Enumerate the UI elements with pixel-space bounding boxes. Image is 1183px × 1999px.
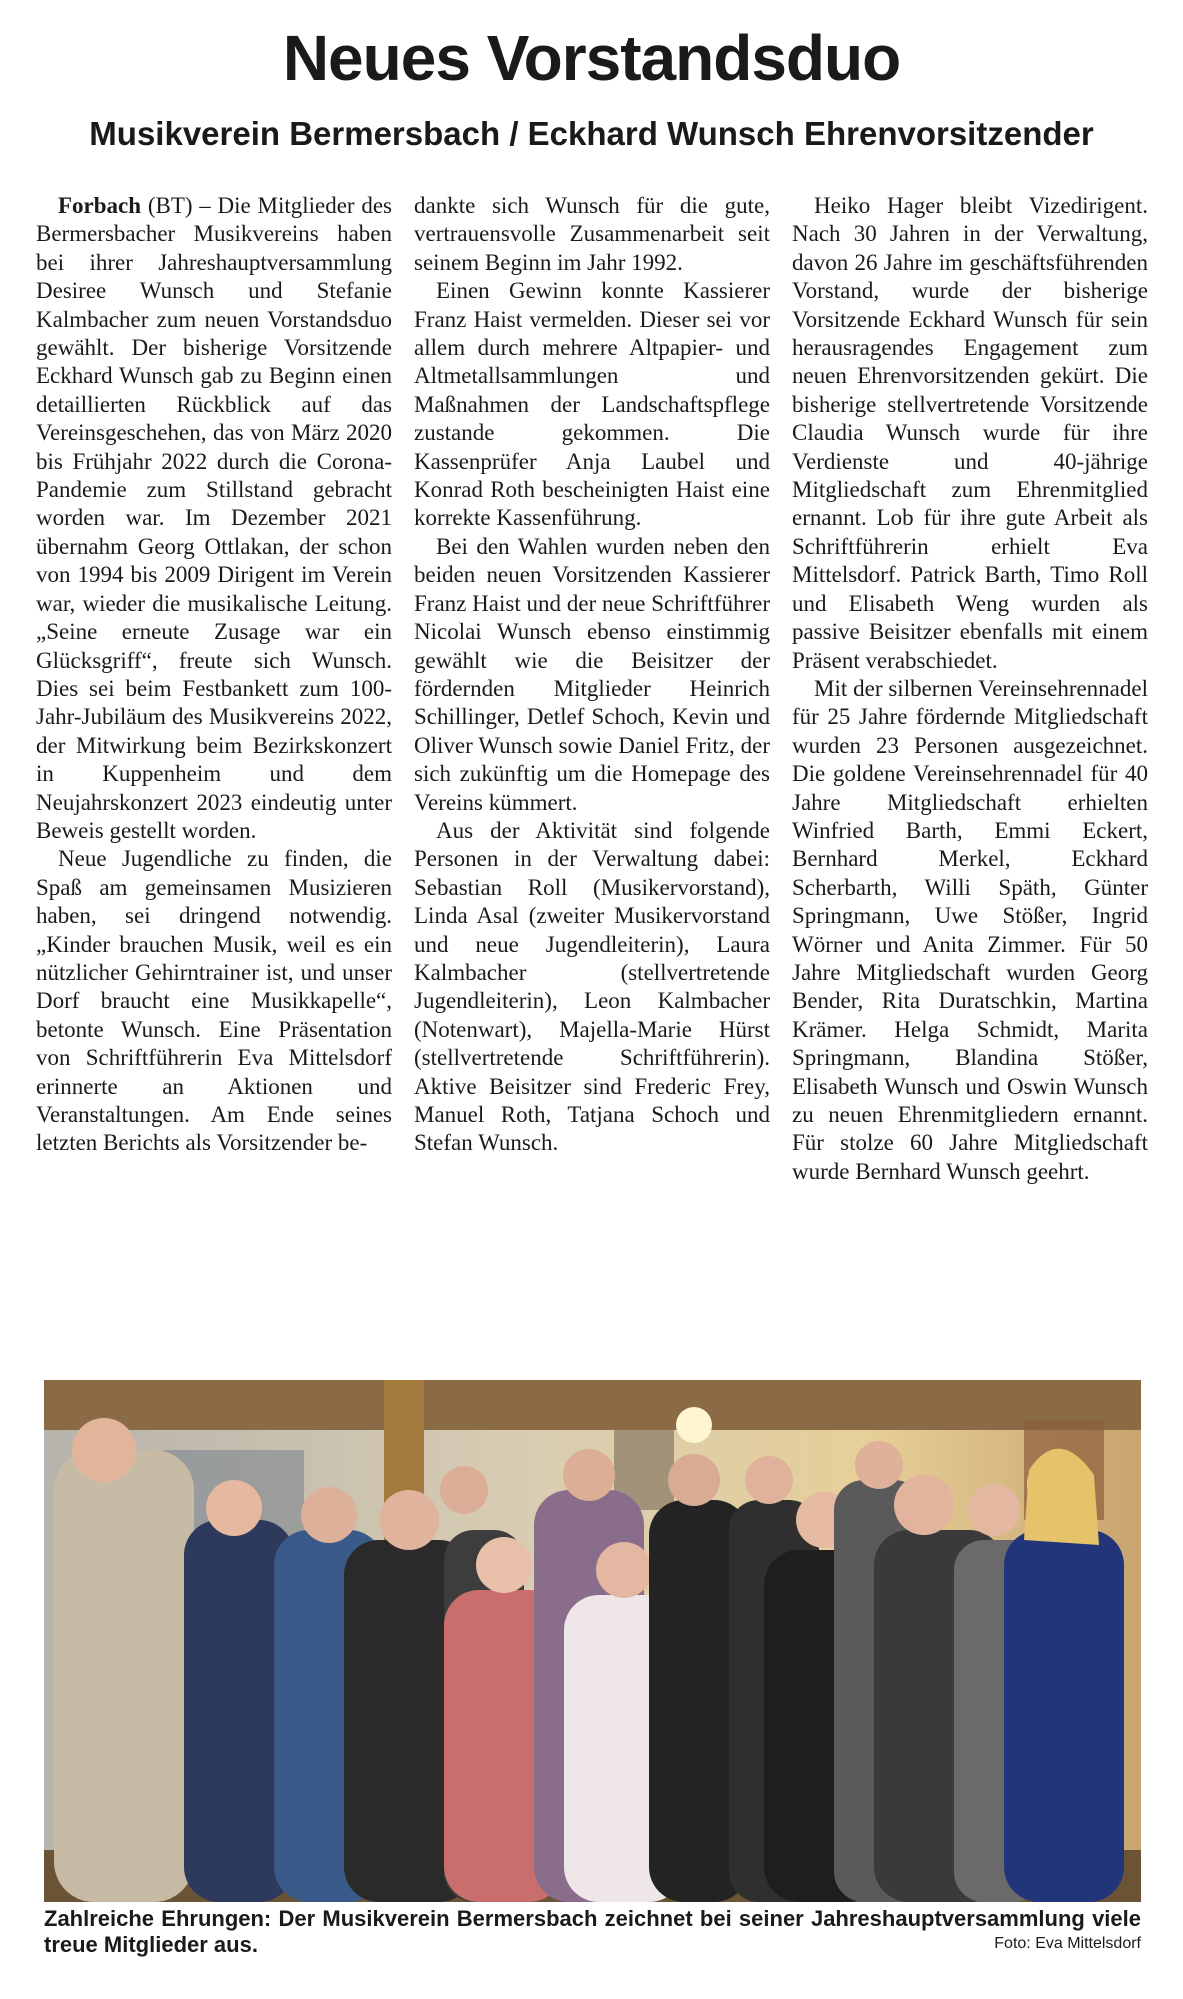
paragraph: Heiko Hager bleibt Vizedirigent. Nach 30 Jahren in der Verwaltung, davon 26 Jahre im geschäftsführenden Vorstand, wurde der bisherige Vorsitzende Eckhard Wunsch für sein herausragendes Engagement zum neuen Ehrenvorsitzenden gekürt. Die bisherige stellvertretende Vorsitzende Claudia Wunsch wurde für ihre Verdienste und 40-jährige Mitgliedschaft zum Ehrenmitglied ernannt. Lob für ihre gute Arbeit als Schriftführerin erhielt Eva Mittelsdorf. Patrick Barth, Timo Roll und Elisabeth Weng wurden als passive Beisitzer ebenfalls mit einem Präsent verabschiedet. [792, 193, 1148, 673]
paragraph [36, 192, 392, 845]
article-column-2 [414, 192, 770, 1354]
photo-credit: Foto: Eva Mittelsdorf [994, 1935, 1141, 1952]
paragraph: Neue Jugendliche zu finden, die Spaß am gemeinsamen Musizieren haben, sei dringend notwendig. „Kinder brauchen Musik, weil es ein nützlicher Gehirntrainer ist, und unser Dorf braucht eine Musikkapelle“, betonte Wunsch. Eine Präsentation von Schriftführerin Eva Mittelsdorf erinnerte an Aktionen und Veranstaltungen. Am Ende seines letzten Berichts als Vorsitzender be- [36, 846, 392, 1156]
paragraph: Einen Gewinn konnte Kassierer Franz Haist vermelden. Dieser sei vor allem durch mehrere Altpapier- und Altmetallsammlungen und Maßnahmen der Landschaftspflege zustande gekommen. Die Kassenprüfer Anja Laubel und Konrad Roth bescheinigten Haist eine korrekte Kassenführung. [414, 278, 770, 531]
article-body [36, 192, 1148, 1354]
paragraph: Bei den Wahlen wurden neben den beiden neuen Vorsitzenden Kassierer Franz Haist und der neue Schriftführer Nicolai Wunsch ebenso einstimmig gewählt wie die Beisitzer der fördernden Mitglieder Heinrich Schillinger, Detlef Schoch, Kevin und Oliver Wunsch sowie Daniel Fritz, der sich zukünftig um die Homepage des Vereins kümmert. [414, 533, 770, 815]
subheadline: Musikverein Bermersbach / Eckhard Wunsch Ehrenvorsitzender [89, 115, 1094, 152]
article-column-3 [792, 192, 1148, 1354]
paragraph: dankte sich Wunsch für die gute, vertrauensvolle Zusammenarbeit seit seinem Beginn im Jahr 1992. [414, 193, 770, 275]
paragraph: Mit der silbernen Vereinsehrennadel für 25 Jahre fördernde Mitgliedschaft wurden 23 Personen ausgezeichnet. Die goldene Vereinsehrennadel für 40 Jahre Mitgliedschaft erhielten Winfried Barth, Emmi Eckert, Bernhard Merkel, Eckhard Scherbarth, Willi Späth, Günter Springmann, Uwe Stößer, Ingrid Wörner und Anita Zimmer. Für 50 Jahre Mitgliedschaft wurden Georg Bender, Rita Duratschkin, Martina Krämer. Helga Schmidt, Marita Springmann, Blandina Stößer, Elisabeth Wunsch und Oswin Wunsch zu neuen Ehrenmitgliedern ernannt. Für stolze 60 Jahre Mitgliedschaft wurde Bernhard Wunsch geehrt. [792, 675, 1148, 1184]
paragraph: Aus der Aktivität sind folgende Personen in der Verwaltung dabei: Sebastian Roll (Musikervorstand), Linda Asal (zweiter Musikervorstand und neue Jugendleiterin), Laura Kalmbacher (stellvertretende Jugendleiterin), Leon Kalmbacher (Notenwart), Majella-Marie Hürst (stellvertretende Schriftführerin). Aktive Beisitzer sind Frederic Frey, Manuel Roth, Tatjana Schoch und Stefan Wunsch. [414, 817, 770, 1156]
article-column-1 [36, 192, 392, 1354]
dateline: Forbach [58, 193, 142, 218]
headline: Neues Vorstandsduo [282, 22, 901, 94]
photo-caption: Zahlreiche Ehrungen: Der Musikverein Bermersbach zeichnet bei seiner Jahreshauptversammlung viele treue Mitglieder aus. [44, 1906, 1141, 1957]
paragraph-text: (BT) – Die Mitglieder des Bermersbacher Musikvereins haben bei ihrer Jahreshauptversammlung Desiree Wunsch und Stefanie Kalmbacher zum neuen Vorstandsduo gewählt. Der bisherige Vorsitzende Eckhard Wunsch gab zu Beginn einen detaillierten Rückblick auf das Vereinsgeschehen, das von März 2020 bis Frühjahr 2022 durch die Corona-Pandemie zum Stillstand gebracht worden war. Im Dezember 2021 übernahm Georg Ottlakan, der schon von 1994 bis 2009 Dirigent im Verein war, wieder die musikalische Leitung. „Seine erneute Zusage war ein Glücksgriff“, freute sich Wunsch. Dies sei beim Festbankett zum 100-Jahr-Jubiläum des Musikvereins 2022, der Mitwirkung beim Bezirkskonzert in Kuppenheim und dem Neujahrskonzert 2023 eindeutig unter Beweis gestellt worden. [36, 193, 392, 843]
group-photo [44, 1380, 1141, 1902]
